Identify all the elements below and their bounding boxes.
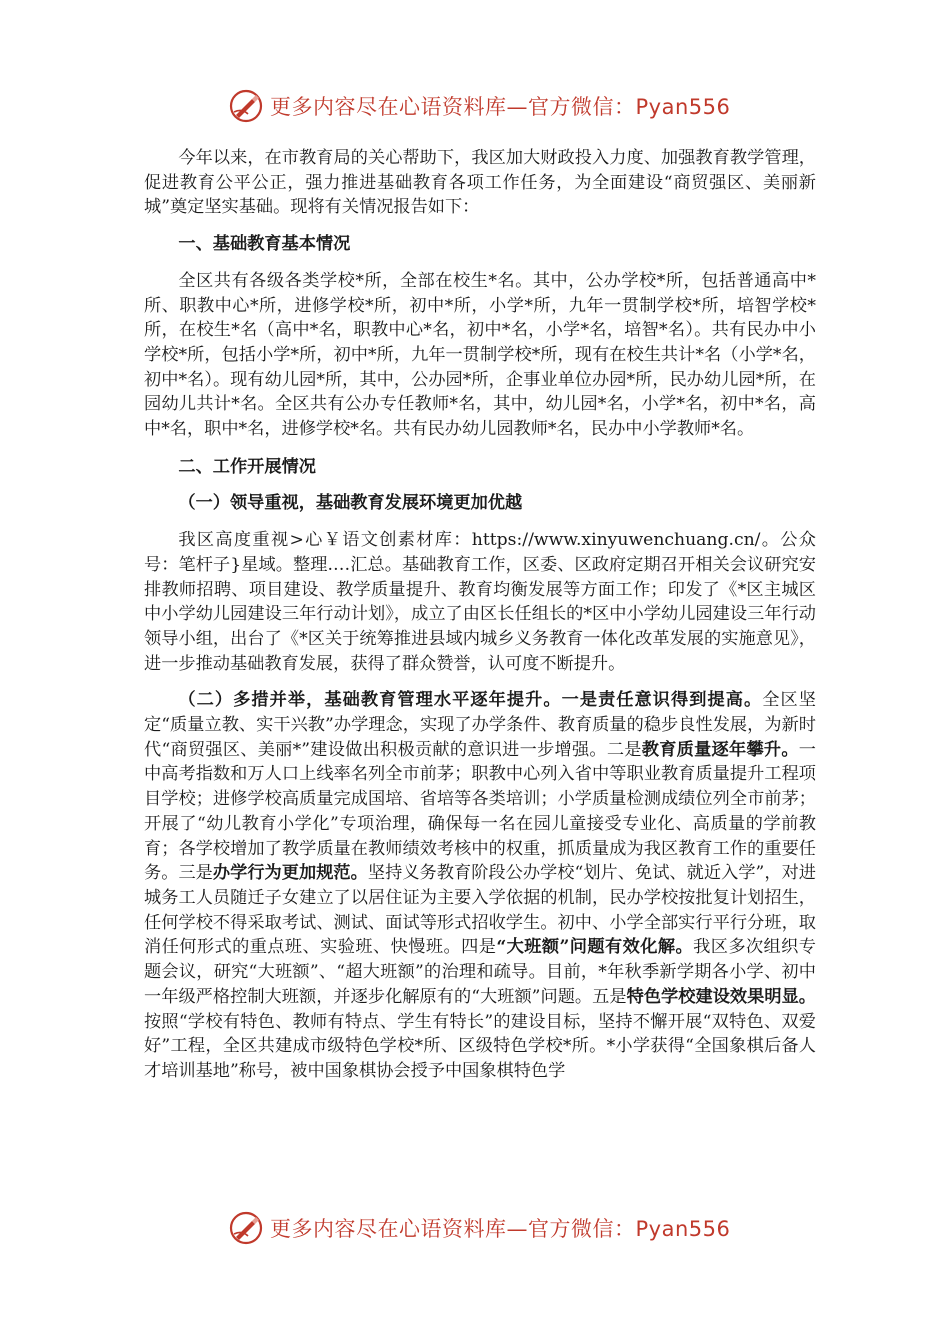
footer-banner <box>228 1208 748 1248</box>
text-run: 按照“学校有特色、教师有特点、学生有特长”的建设目标，坚持不懈开展“双特色、双爱好”工程，全区共建成市级特色学校*所、区级特色学校*所。*小学获得“全国象棋后备人才培训基地”称号，被中国象棋协会授予中国象棋特色学 <box>144 1011 816 1081</box>
header-banner <box>228 86 748 126</box>
banner-text: 更多内容尽在心语资料库—官方微信：Pyan556 <box>270 95 731 119</box>
pen-logo-icon <box>228 1210 264 1246</box>
section-heading-1: 一、基础教育基本情况 <box>178 234 351 255</box>
management-paragraph <box>144 688 816 1083</box>
section-heading-2: 二、工作开展情况 <box>178 456 316 477</box>
highlight-quality: 教育质量逐年攀升。 <box>641 739 799 760</box>
highlight-class-size: “大班额”问题有效化解。 <box>496 937 694 958</box>
document-body <box>144 146 816 1084</box>
intro-paragraph: 今年以来，在市教育局的关心帮助下，我区加大财政投入力度、加强教育教学管理，促进教育公平公正，强力推进基础教育各项工作任务，为全面建设“商贸强区、美丽新城”奠定坚实基础。现将有关情况报告如下： <box>144 148 816 218</box>
text-run: 一中高考指数和万人口上线率名列全市前茅；职教中心列入省中等职业教育质量提升工程项目学校；进修学校高质量完成国培、省培等各类培训；小学质量检测成绩位列全市前茅；开展了“幼儿教育小学化”专项治理，确保每一名在园儿童接受专业化、高质量的学前教育；各学校增加了教学质量在教师绩效考核中的权重，抓质量成为我区教育工作的重要任务。三是 <box>144 739 816 884</box>
subsection-heading-1: （一）领导重视，基础教育发展环境更加优越 <box>178 493 523 514</box>
leadership-paragraph: 我区高度重视>心￥语文创素材库：https://www.xinyuwenchuang.cn/。公众号：笔杆子}星域。整理.…汇总。基础教育工作，区委、区政府定期召开相关会议研究安排教师招聘、项目建设、教学质量提升、教育均衡发展等方面工作；印发了《*区主城区中小学幼儿园建设三年行动计划》，成立了由区长任组长的*区中小学幼儿园建设三年行动领导小组，出台了《*区关于统筹推进县域内城乡义务教育一体化改革发展的实施意见》，进一步推动基础教育发展，获得了群众赞誉，认可度不断提升。 <box>144 530 816 674</box>
text-run: 全区坚定“质量立教、实干兴教”办学理念，实现了办学条件、教育质量的稳步良性发展，为新时代“商贸强区、美丽*”建设做出积极贡献的意识进一步增强。二是 <box>144 690 816 760</box>
highlight-featured-schools: 特色学校建设效果明显。 <box>626 986 816 1007</box>
basic-info-paragraph: 全区共有各级各类学校*所，全部在校生*名。其中，公办学校*所，包括普通高中*所、职教中心*所，进修学校*所，初中*所，小学*所，九年一贯制学校*所，培智学校*所，在校生*名（高中*名，职教中心*名，初中*名，小学*名，培智*名）。共有民办中小学校*所，包括小学*所，初中*所，九年一贯制学校*所，现有在校生共计*名（小学*名，初中*名）。现有幼儿园*所，其中，公办园*所，企事业单位办园*所，民办幼儿园*所，在园幼儿共计*名。全区共有公办专任教师*名，其中，幼儿园*名，小学*名，初中*名，高中*名，职中*名，进修学校*名。共有民办幼儿园教师*名，民办中小学教师*名。 <box>144 270 816 440</box>
highlight-conduct: 办学行为更加规范。 <box>212 863 368 884</box>
text-run: 我区多次组织专题会议，研究“大班额”、“超大班额”的治理和疏导。目前，*年秋季新学期各小学、初中一年级严格控制大班额，并逐步化解原有的“大班额”问题。五是 <box>144 937 816 1007</box>
text-run: 坚持义务教育阶段公办学校“划片、免试、就近入学”，对进城务工人员随迁子女建立了以居住证为主要入学依据的机制，民办学校按批复计划招生，任何学校不得采取考试、测试、面试等形式招收学生。初中、小学全部实行平行分班，取消任何形式的重点班、实验班、快慢班。四是 <box>144 863 816 958</box>
banner-text: 更多内容尽在心语资料库—官方微信：Pyan556 <box>270 1217 731 1241</box>
pen-logo-icon <box>228 88 264 124</box>
subsection-heading-2: （二）多措并举，基础教育管理水平逐年提升。一是责任意识得到提高。 <box>178 690 763 711</box>
